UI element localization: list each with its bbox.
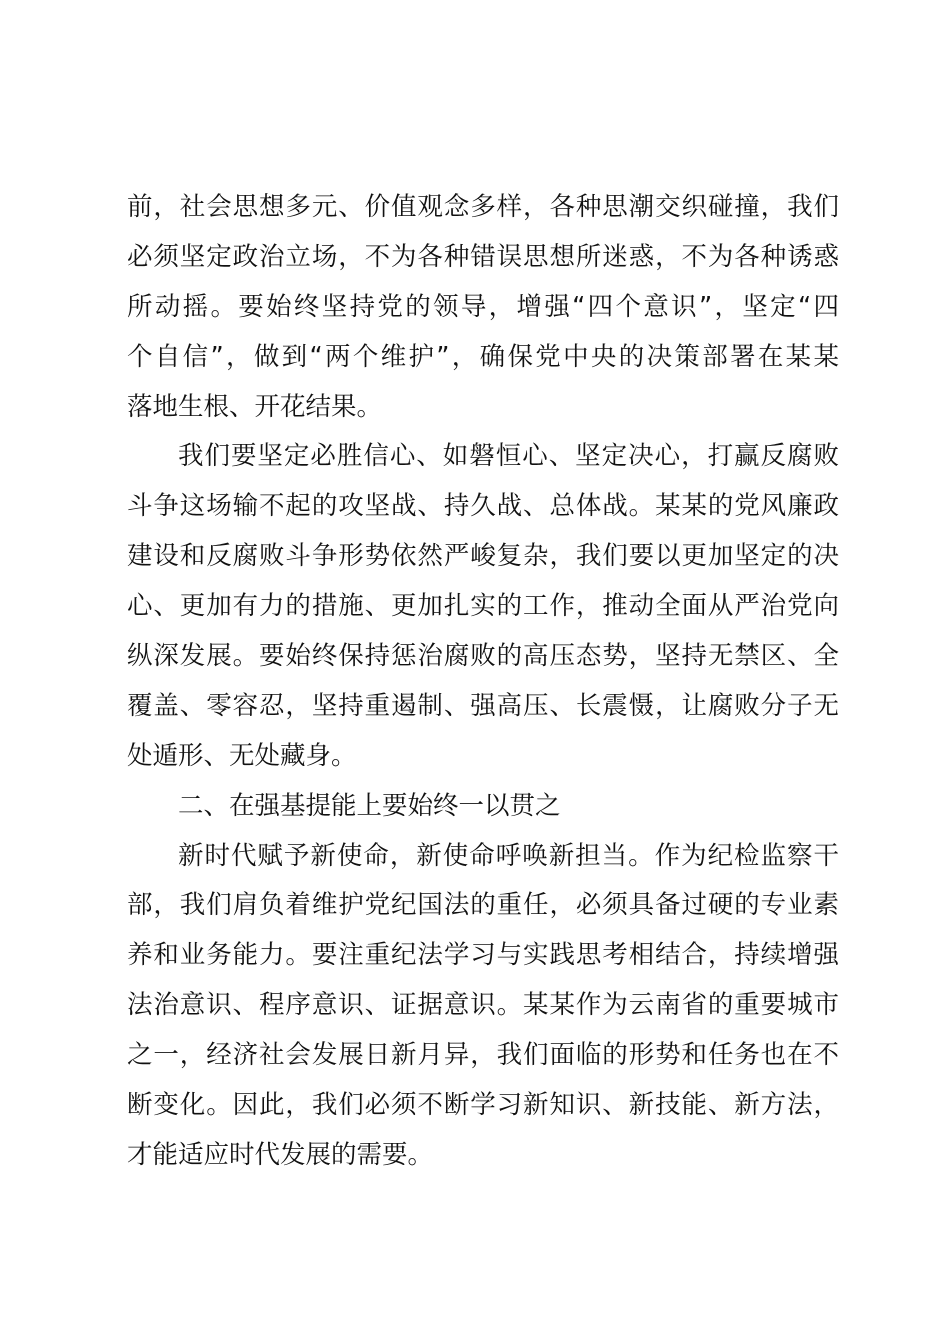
text-line: 新时代赋予新使命，新使命呼唤新担当。作为纪检监察干 (178, 840, 839, 871)
text-line: 落地生根、开花结果。 (127, 391, 383, 422)
text-line: 个自信”，做到“两个维护”，确保党中央的决策部署在某某 (127, 341, 839, 372)
text-line: 法治意识、程序意识、证据意识。某某作为云南省的重要城市 (127, 990, 839, 1021)
text-line: 之一，经济社会发展日新月异，我们面临的形势和任务也在不 (127, 1040, 839, 1071)
text-line: 纵深发展。要始终保持惩治腐败的高压态势，坚持无禁区、全 (127, 641, 839, 672)
text-line: 前，社会思想多元、价值观念多样，各种思潮交织碰撞，我们 (127, 192, 839, 222)
document-body (127, 183, 839, 1181)
text-line: 养和业务能力。要注重纪法学习与实践思考相结合，持续增强 (127, 940, 839, 971)
text-line: 我们要坚定必胜信心、如磐恒心、坚定决心，打赢反腐败 (178, 441, 839, 472)
section-heading: 二、在强基提能上要始终一以贯之 (178, 790, 561, 821)
text-line: 心、更加有力的措施、更加扎实的工作，推动全面从严治党向 (127, 591, 839, 622)
text-line: 覆盖、零容忍，坚持重遏制、强高压、长震慑，让腐败分子无 (127, 690, 839, 721)
text-line: 必须坚定政治立场，不为各种错误思想所迷惑，不为各种诱惑 (127, 241, 839, 272)
text-line: 断变化。因此，我们必须不断学习新知识、新技能、新方法， (127, 1090, 839, 1121)
text-line: 部，我们肩负着维护党纪国法的重任，必须具备过硬的专业素 (127, 890, 839, 921)
text-line: 处遁形、无处藏身。 (127, 740, 357, 771)
text-line: 才能适应时代发展的需要。 (127, 1139, 434, 1170)
text-line: 斗争这场输不起的攻坚战、持久战、总体战。某某的党风廉政 (127, 491, 839, 522)
text-line: 建设和反腐败斗争形势依然严峻复杂，我们要以更加坚定的决 (127, 541, 839, 572)
text-line: 所动摇。要始终坚持党的领导，增强“四个意识”，坚定“四 (127, 291, 839, 322)
